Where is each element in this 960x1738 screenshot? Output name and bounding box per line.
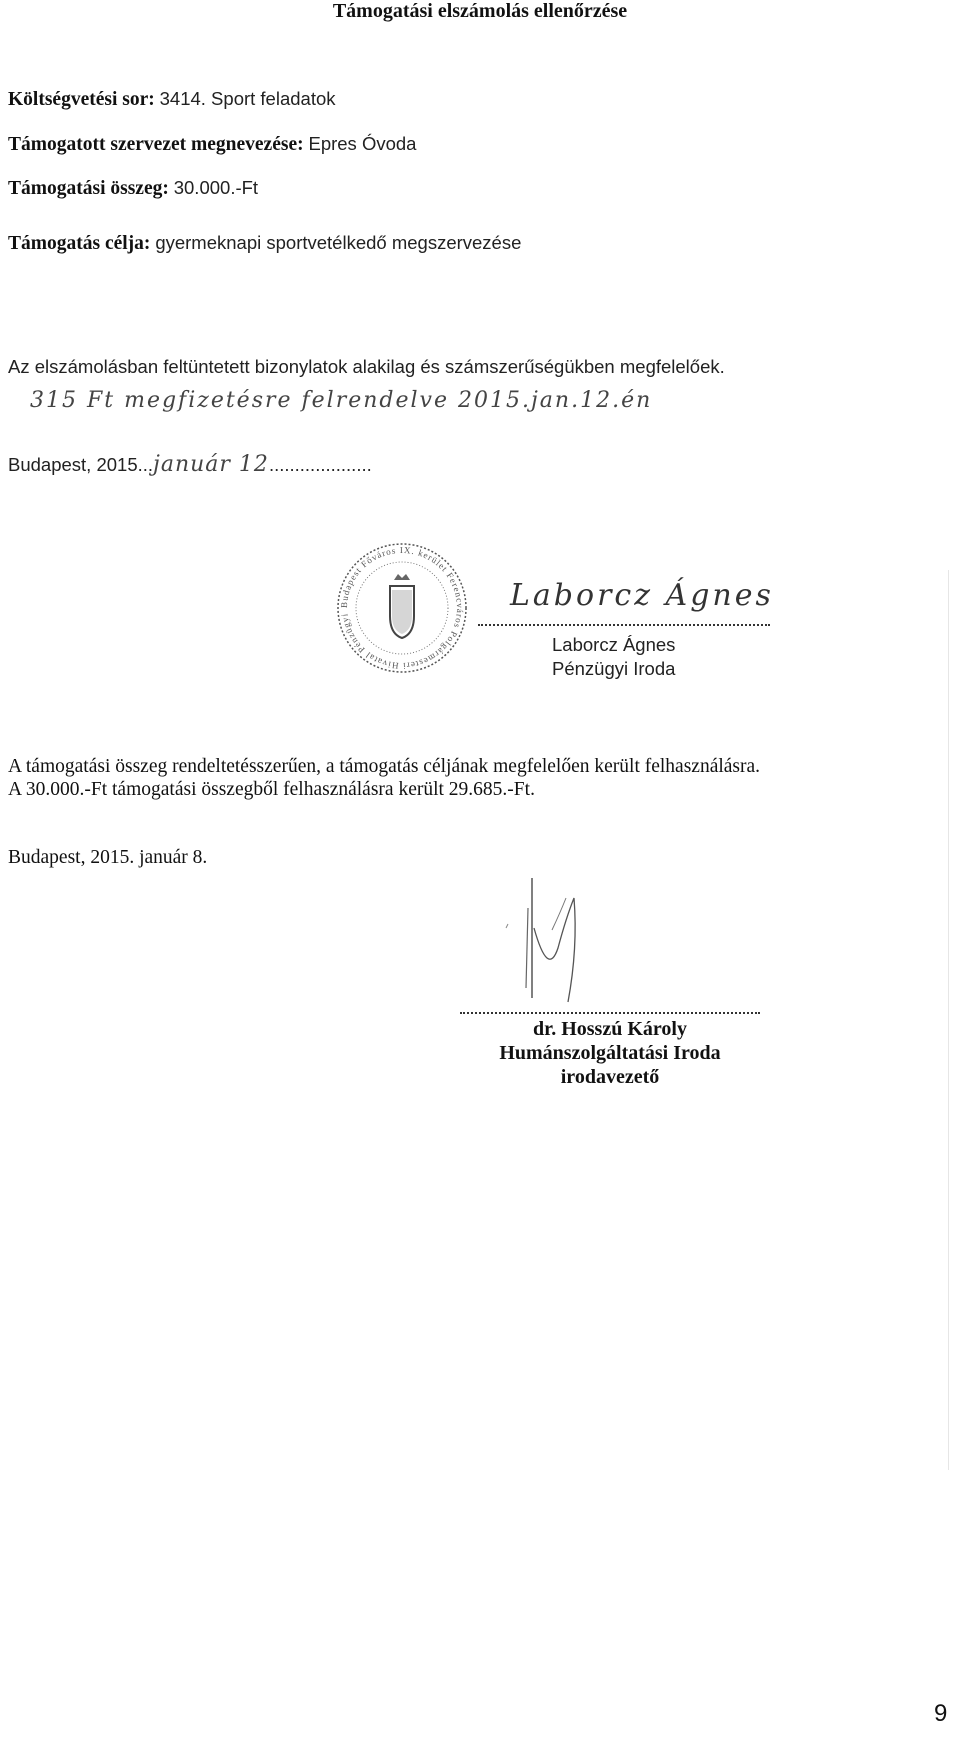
scan-edge-line [948,570,949,1470]
amount-row [8,177,258,200]
signature-2-scribble [470,868,600,1008]
budget-line-row [8,88,336,111]
date-handwritten: január 12 [153,452,269,477]
signatory-1-name: Laborcz Ágnes [552,634,676,655]
signatory-2-department: Humánszolgáltatási Iroda [499,1042,721,1064]
date-suffix: .................... [268,454,372,475]
date-line [8,452,372,477]
budget-line-label: Költségvetési sor: [8,89,155,110]
purpose-value: gyermeknapi sportvetélkedő megszervezése [155,232,522,253]
date-prefix: Budapest, 2015... [8,454,154,475]
document-title: Támogatási elszámolás ellenőrzése [332,0,628,22]
validity-statement: Az elszámolásban feltüntetett bizonylatok alakilag és számszerűségükben megfelelőek. [8,356,725,377]
signature-2-line [460,1012,760,1014]
conclusion-line-2: A 30.000.-Ft támogatási összegből felhasználásra került 29.685.-Ft. [8,779,535,800]
org-label: Támogatott szervezet megnevezése: [8,134,304,155]
signature-1: Laborcz Ágnes [510,578,774,613]
signatory-2-name: dr. Hosszú Károly [533,1018,687,1040]
page-number: 9 [934,1700,948,1727]
org-value: Epres Óvoda [308,133,417,154]
official-stamp [332,538,472,678]
purpose-label: Támogatás célja: [8,233,151,254]
signature-1-line [478,624,770,626]
signatory-2-position: irodavezető [560,1066,660,1088]
signature-scribble-icon [470,868,600,1008]
stamp-seal-icon [332,538,472,678]
org-row [8,133,416,156]
handwritten-note: 315 Ft megfizetésre felrendelve 2015.jan.12.én [30,388,653,413]
signatory-1-department: Pénzügyi Iroda [552,658,676,679]
amount-label: Támogatási összeg: [8,178,169,199]
date-2: Budapest, 2015. január 8. [8,847,208,868]
purpose-row [8,232,521,255]
budget-line-value: 3414. Sport feladatok [159,88,336,109]
stamp-text: Budapest Főváros IX. kerület Ferencváros Polgármesteri Hivatal Pénzügyi [338,544,466,672]
amount-value: 30.000.-Ft [173,177,259,198]
conclusion-line-1: A támogatási összeg rendeltetésszerűen, a támogatás céljának megfelelően került felhasználásra. [8,756,761,777]
